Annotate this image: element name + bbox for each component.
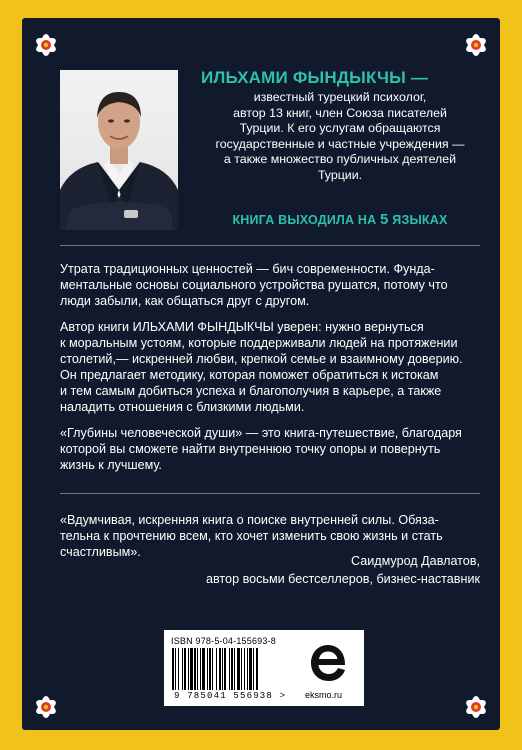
text-line: Он предлагает методику, которая поможет обратиться к истокам xyxy=(60,368,439,382)
bio-line: государственные и частные учреждения — xyxy=(215,136,465,151)
author-photo xyxy=(60,70,178,230)
barcode-panel xyxy=(164,630,364,706)
quote-line: счастливым». xyxy=(60,545,141,559)
quote-attribution xyxy=(206,552,480,588)
text-line: жизнь к лучшему. xyxy=(60,458,162,472)
author-info xyxy=(195,68,485,228)
flower-ornament-icon xyxy=(461,30,491,60)
languages-count: 5 xyxy=(380,211,389,228)
description xyxy=(60,261,486,483)
languages-note xyxy=(195,211,485,228)
text-line: наладить отношения с близкими людьми. xyxy=(60,400,305,414)
languages-suffix: ЯЗЫКАХ xyxy=(388,213,448,227)
paragraph-3 xyxy=(60,425,486,473)
text-line: столетий,— искренней любви, крепкой семье и взаимному доверию. xyxy=(60,352,463,366)
text-line: к моральным устоям, которые поддерживали людей на протяжении xyxy=(60,336,458,350)
text-line: Автор книги ИЛЬХАМИ ФЫНДЫКЧЫ уверен: нужно вернуться xyxy=(60,320,424,334)
text-line: ментальные основы социального устройства рушатся, потому что xyxy=(60,278,448,292)
divider xyxy=(60,245,480,246)
eksmo-logo-icon xyxy=(308,641,348,685)
text-line: и тем самым добиться успеха и благополучия в карьере, а также xyxy=(60,384,442,398)
flower-ornament-icon xyxy=(461,692,491,722)
bio-line: Турции. xyxy=(317,167,363,182)
paragraph-1 xyxy=(60,261,486,309)
bio-line: автор 13 книг, член Союза писателей xyxy=(233,105,447,120)
languages-prefix: КНИГА ВЫХОДИЛА НА xyxy=(232,213,381,227)
barcode-digits: 9 785041 556938 > xyxy=(174,691,287,701)
flower-ornament-icon xyxy=(31,692,61,722)
bio-line: Турции. К его услугам обращаются xyxy=(239,121,441,135)
text-line: которой вы сможете найти внутреннюю точку опоры и повернуть xyxy=(60,442,441,456)
flower-ornament-icon xyxy=(31,30,61,60)
divider xyxy=(60,493,480,494)
isbn: ISBN 978-5-04-155693-8 xyxy=(171,636,276,646)
text-line: люди забыли, как общаться друг с другом. xyxy=(60,294,310,308)
quote-author-title: автор восьми бестселлеров, бизнес-наставник xyxy=(206,572,480,586)
quote-line: тельна к прочтению всем, кто хочет изменить свою жизнь и стать xyxy=(60,529,443,543)
quote-author-name: Саидмурод Давлатов, xyxy=(351,554,480,568)
quote-line: «Вдумчивая, искренняя книга о поиске внутренней силы. Обяза- xyxy=(60,513,439,527)
paragraph-2 xyxy=(60,319,486,415)
publisher-site: eksmo.ru xyxy=(305,690,343,700)
text-line: «Глубины человеческой души» — это книга-путешествие, благодаря xyxy=(60,426,462,440)
author-name: ИЛЬХАМИ ФЫНДЫКЧЫ — xyxy=(201,68,429,87)
author-bio xyxy=(195,90,485,183)
bio-line: известный турецкий психолог, xyxy=(253,90,427,104)
author-portrait-icon xyxy=(60,70,178,230)
barcode-icon xyxy=(171,648,295,690)
text-line: Утрата традиционных ценностей — бич современности. Фунда- xyxy=(60,262,435,276)
bio-line: а также множество публичных деятелей xyxy=(223,152,457,166)
